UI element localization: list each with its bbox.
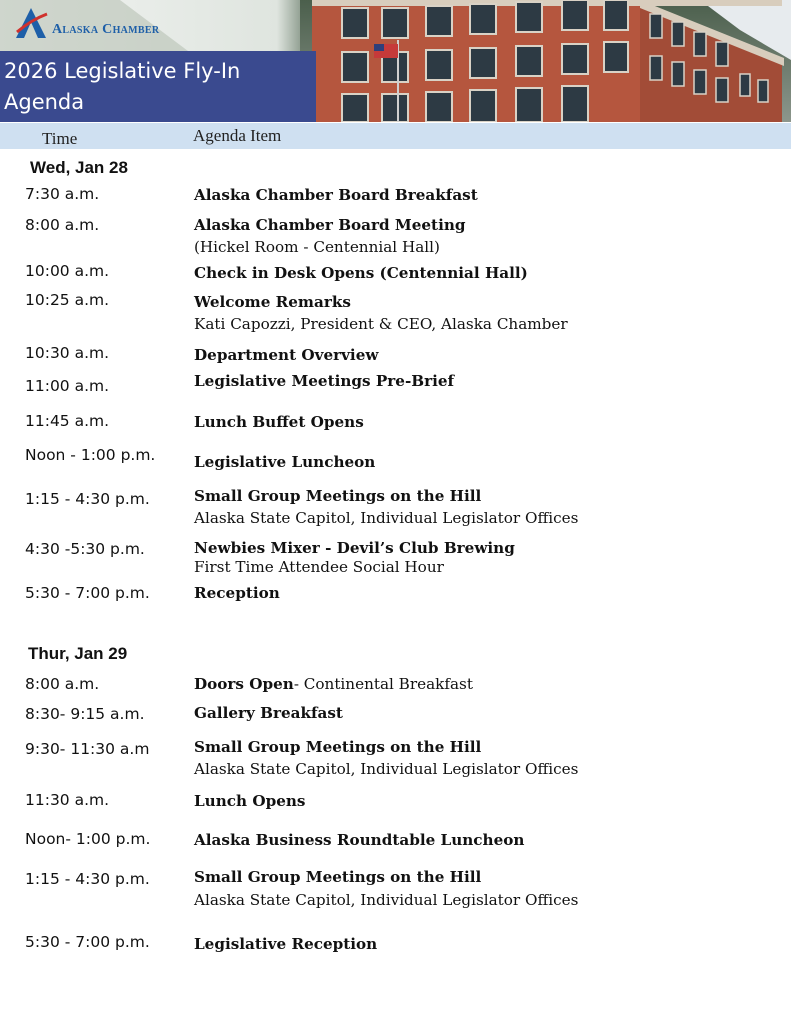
agenda-item — [194, 702, 343, 724]
agenda-inline-note: - Continental Breakfast — [293, 675, 473, 693]
agenda-title: Alaska Chamber Board Meeting — [194, 216, 466, 234]
column-time-header: Time — [42, 129, 78, 148]
agenda-subtitle: (Hickel Room - Centennial Hall) — [194, 238, 440, 256]
agenda-subtitle: Alaska State Capitol, Individual Legislator Offices — [194, 760, 579, 778]
agenda-item — [194, 344, 378, 366]
agenda-title: Department Overview — [194, 346, 379, 364]
agenda-time: 8:00 a.m. — [25, 216, 100, 234]
agenda-time: 10:25 a.m. — [25, 291, 110, 309]
logo-mark-icon — [14, 6, 48, 40]
agenda-title: Lunch Buffet Opens — [194, 413, 364, 431]
agenda-time: 9:30- 11:30 a.m — [25, 740, 150, 758]
agenda-time: 8:30- 9:15 a.m. — [25, 705, 145, 723]
agenda-title: Small Group Meetings on the Hill — [194, 868, 482, 886]
agenda-item — [194, 933, 377, 955]
agenda-subtitle: First Time Attendee Social Hour — [194, 558, 444, 576]
agenda-time: 10:30 a.m. — [25, 344, 110, 362]
agenda-title: Welcome Remarks — [194, 293, 351, 311]
agenda-title: Alaska Chamber Board Breakfast — [194, 186, 478, 204]
day-heading: Wed, Jan 28 — [30, 158, 128, 177]
agenda-title: Doors Open — [194, 675, 294, 693]
agenda-time: 11:00 a.m. — [25, 377, 110, 395]
agenda-item — [194, 291, 568, 335]
agenda-subtitle: Kati Capozzi, President & CEO, Alaska Chamber — [194, 315, 568, 333]
agenda-item — [194, 736, 578, 780]
agenda-subtitle: Alaska State Capitol, Individual Legislator Offices — [194, 509, 579, 527]
agenda-time: 1:15 - 4:30 p.m. — [25, 490, 150, 508]
agenda-item — [194, 370, 454, 392]
agenda-time: 5:30 - 7:00 p.m. — [25, 933, 150, 951]
agenda-time: Noon - 1:00 p.m. — [25, 446, 156, 464]
agenda-item — [194, 790, 305, 812]
agenda-time: 8:00 a.m. — [25, 675, 100, 693]
agenda-item — [194, 184, 478, 206]
agenda-title: Lunch Opens — [194, 792, 306, 810]
agenda-time: Noon- 1:00 p.m. — [25, 830, 151, 848]
agenda-title: Legislative Meetings Pre-Brief — [194, 372, 455, 390]
agenda-item — [194, 214, 466, 258]
logo-text: Alaska Chamber — [52, 22, 160, 37]
agenda-item — [194, 673, 473, 695]
title-line-1: 2026 Legislative Fly-In — [4, 59, 241, 83]
agenda-item — [194, 485, 578, 529]
agenda-title: Legislative Reception — [194, 935, 378, 953]
agenda-time: 1:15 - 4:30 p.m. — [25, 870, 150, 888]
agenda-item — [194, 582, 280, 604]
agenda-item — [194, 866, 578, 912]
agenda-title: Small Group Meetings on the Hill — [194, 738, 482, 756]
title-line-2: Agenda — [4, 90, 85, 114]
alaska-chamber-logo — [14, 6, 159, 40]
agenda-time: 4:30 -5:30 p.m. — [25, 540, 145, 558]
page-title — [0, 51, 316, 122]
agenda-title: Small Group Meetings on the Hill — [194, 487, 482, 505]
agenda-title: Gallery Breakfast — [194, 704, 343, 722]
header-banner — [0, 0, 791, 122]
agenda-time: 11:30 a.m. — [25, 791, 110, 809]
agenda-item — [194, 262, 528, 284]
agenda-title: Reception — [194, 584, 280, 602]
agenda-item — [194, 829, 524, 851]
agenda-item — [194, 451, 375, 473]
day-heading: Thur, Jan 29 — [28, 644, 128, 663]
agenda-time: 11:45 a.m. — [25, 412, 110, 430]
agenda-time: 7:30 a.m. — [25, 185, 100, 203]
agenda-title: Alaska Business Roundtable Luncheon — [194, 831, 525, 849]
agenda-time: 5:30 - 7:00 p.m. — [25, 584, 150, 602]
column-item-header: Agenda Item — [193, 126, 282, 145]
agenda-title: Legislative Luncheon — [194, 453, 376, 471]
agenda-item — [194, 411, 364, 433]
agenda-item — [194, 539, 515, 577]
agenda-title: Check in Desk Opens (Centennial Hall) — [194, 264, 528, 282]
agenda-time: 10:00 a.m. — [25, 262, 110, 280]
agenda-subtitle: Alaska State Capitol, Individual Legislator Offices — [194, 891, 579, 909]
agenda-title: Newbies Mixer - Devil’s Club Brewing — [194, 539, 515, 557]
column-header-bar — [0, 123, 791, 149]
